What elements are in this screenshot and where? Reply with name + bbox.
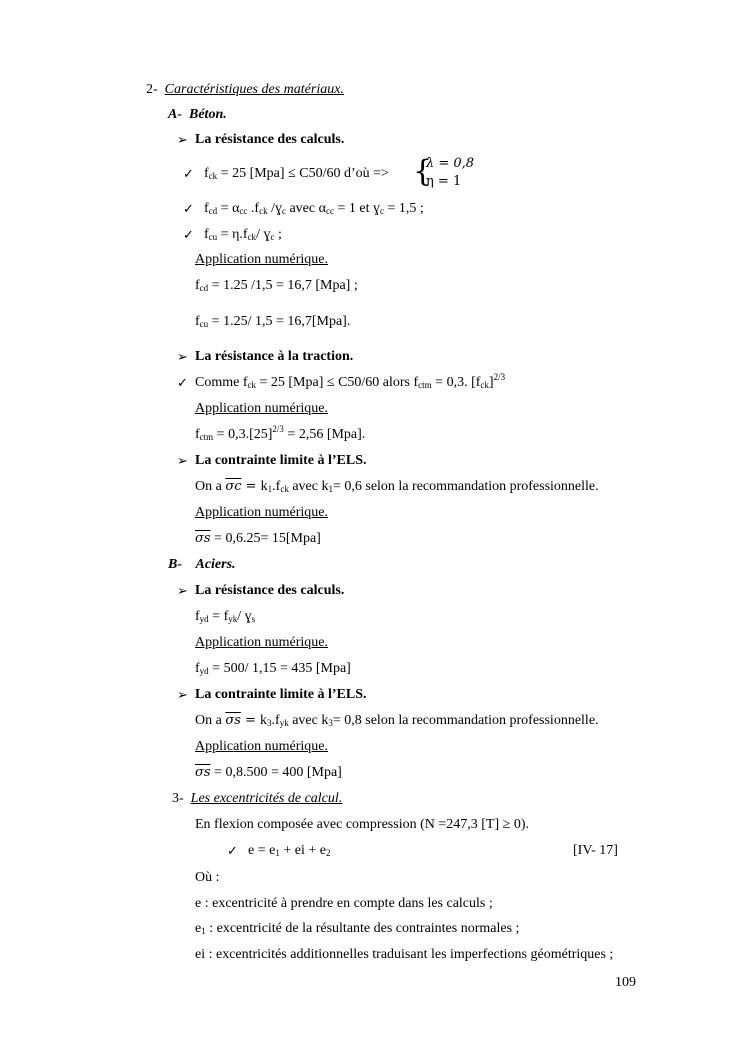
fcu-formula: $f_{cu} = \eta.f_{ck}/$ ɣ$_c$ ; [204,227,282,242]
fck-condition: $f_{ck} = 25$ [Mpa] ≤ C50/60 d’où => [204,166,389,181]
section-number: 3- [172,791,184,806]
eta-value: η = 1 [426,174,462,189]
definition-ei: ei : excentricités additionnelles traduisant les imperfections géométriques ; [195,947,614,962]
application-numerique-label: Application numérique. [195,252,328,267]
sigma-s-result-aciers: $\overline{\sigma s} = 0,8.500 = 400$ [Mpa] [195,765,342,780]
check-icon: ✓ [183,201,194,216]
arrow-bullet-icon: ➢ [177,687,188,702]
sigma-s-result-beton: $\overline{\sigma s} = 0,6.25= 15[Mpa]$ [195,531,321,546]
fyd-formula: $f_{yd} = f_{yk}/$ ɣ$_s$ [195,609,256,624]
ou-label: Où : [195,870,220,885]
lambda-value: λ = 0,8 [426,156,475,171]
section-3-heading [172,790,342,807]
check-icon: ✓ [177,375,188,390]
definition-e: e : excentricité à prendre en compte dans les calculs ; [195,896,493,911]
page-number: 109 [615,975,636,990]
fcu-result: $f_{cu} = 1.25/$ 1,5 = 16,7[Mpa]. [195,314,351,329]
section-title: Les excentricités de calcul. [190,791,343,806]
check-icon: ✓ [183,166,194,181]
section-title: Caractéristiques des matériaux. [164,82,344,97]
els-heading-beton: La contrainte limite à l’ELS. [195,453,367,468]
beton-resistance-heading: La résistance des calculs. [195,132,345,147]
brace-symbol: { [413,154,433,189]
fctm-result: $f_{ctm} = 0,3.[25]^{2/3} = 2,56$ [Mpa]. [195,424,366,442]
application-numerique-label: Application numérique. [195,739,328,754]
fcd-formula: $f_{cd} = \alpha_{cc}$ $.f_{ck}$ /ɣ$_c$ avec $\alpha_{cc} = 1$ et ɣ$_c$ = 1,5 ; [204,201,424,216]
application-numerique-label: Application numérique. [195,505,328,520]
application-numerique-label: Application numérique. [195,401,328,416]
sigma-c-definition: On a $\overline{\sigma c} = k_1.f_{ck}$ avec $k_1= 0,6$ selon la recommandation professionnelle. [195,479,599,494]
subsection-b-heading: B- Aciers. [168,557,236,572]
section-2-heading [146,81,344,98]
arrow-bullet-icon: ➢ [177,583,188,598]
definition-e1: $e_1$ : excentricité de la résultante des contraintes normales ; [195,921,520,936]
application-numerique-label: Application numérique. [195,635,328,650]
sigma-s-definition: On a $\overline{\sigma s} = k_3.f_{yk}$ avec $k_3= 0,8$ selon la recommandation professionnelle. [195,713,599,728]
eccentricity-equation: $e = e_1$ + ei + $e_2$ [248,843,331,858]
check-icon: ✓ [227,843,238,858]
fcd-result: $f_{cd} = 1.25$ /1,5 = 16,7 [Mpa] ; [195,278,358,293]
check-icon: ✓ [183,227,194,242]
equation-reference: [IV- 17] [573,843,618,858]
arrow-bullet-icon: ➢ [177,453,188,468]
fctm-condition: Comme $f_{ck} = 25$ [Mpa] ≤ C50/60 alors $f_{ctm} = 0,3$. $[f_{ck}]^{2/3}$ [195,372,506,390]
subsection-a-heading: A- Béton. [168,107,227,122]
traction-heading: La résistance à la traction. [195,349,354,364]
els-heading-aciers: La contrainte limite à l’ELS. [195,687,367,702]
arrow-bullet-icon: ➢ [177,349,188,364]
fyd-result: $f_{yd} = 500/$ 1,15 = 435 [Mpa] [195,661,351,676]
flexion-text: En flexion composée avec compression (N =247,3 [T] ≥ 0). [195,817,529,832]
arrow-bullet-icon: ➢ [177,132,188,147]
section-number: 2- [146,82,158,97]
aciers-resistance-heading: La résistance des calculs. [195,583,345,598]
